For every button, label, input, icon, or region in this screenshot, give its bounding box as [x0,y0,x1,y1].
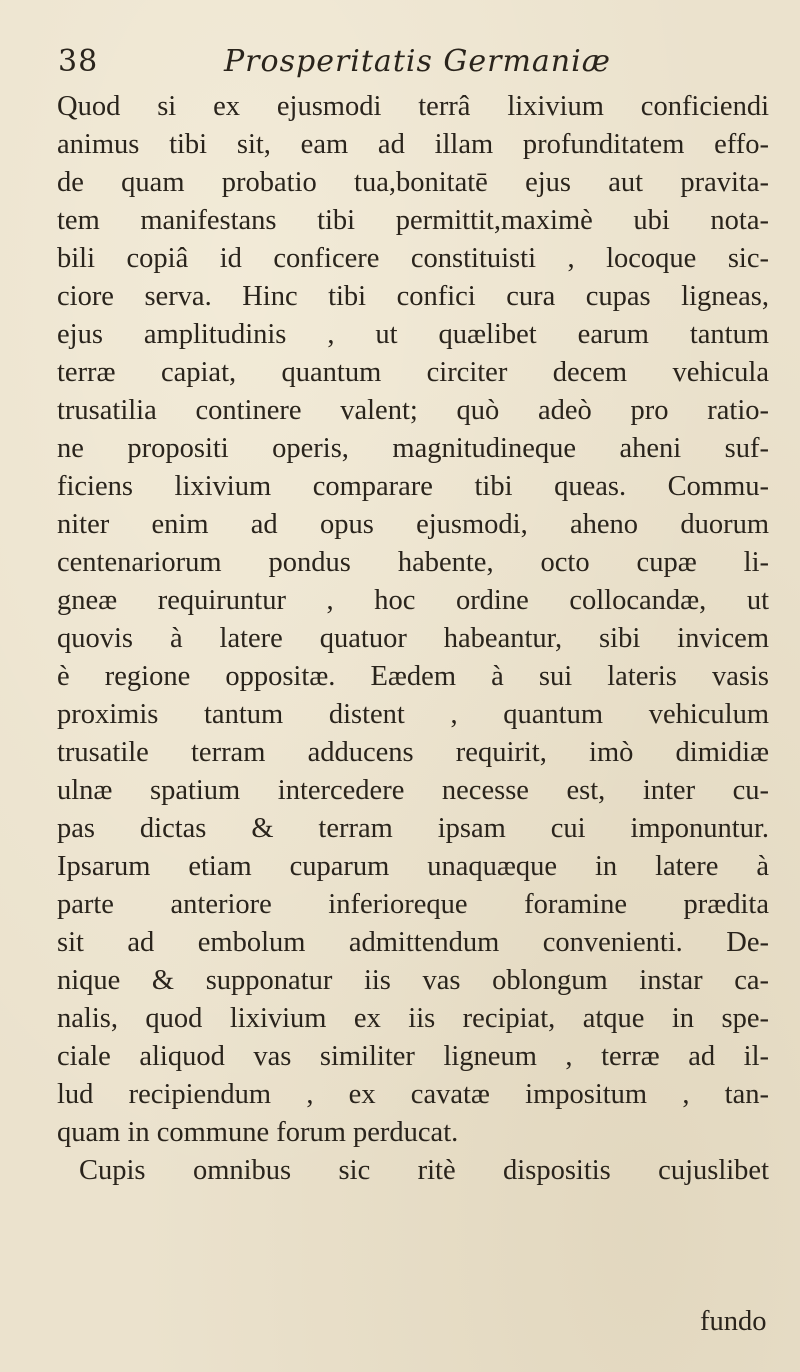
paragraph-start-line: Cupis omnibus sic ritè dispositis cujuslibet [79,1155,769,1186]
running-head: Prosperitatis Germaniæ [224,44,611,79]
text-line: nique & supponatur iis vas oblongum instar ca- [57,965,769,996]
text-line: trusatilia continere valent; quò adeò pro ratio- [57,395,769,426]
text-line: ne propositi operis, magnitudineque aheni suf- [57,433,769,464]
text-line: gneæ requiruntur , hoc ordine collocandæ, ut [57,585,769,616]
text-line: ejus amplitudinis , ut quælibet earum tantum [57,319,769,350]
page-number: 38 [58,44,99,79]
page-header [58,40,758,88]
text-line: trusatile terram adducens requirit, imò dimidiæ [57,737,769,768]
text-line: ciore serva. Hinc tibi confici cura cupas ligneas, [57,281,769,312]
text-line: lud recipiendum , ex cavatæ impositum , tan- [57,1079,769,1110]
body-text [57,88,769,1190]
text-line: proximis tantum distent , quantum vehiculum [57,699,769,730]
text-line: animus tibi sit, eam ad illam profunditatem effo- [57,129,769,160]
text-line: Ipsarum etiam cuparum unaquæque in latere à [57,851,769,882]
text-line: quam in commune forum perducat. [57,1117,459,1148]
text-line: ulnæ spatium intercedere necesse est, inter cu- [57,775,769,806]
text-line: nalis, quod lixivium ex iis recipiat, atque in spe- [57,1003,769,1034]
text-line: quovis à latere quatuor habeantur, sibi invicem [57,623,769,654]
catchword: fundo [700,1306,767,1337]
text-line: pas dictas & terram ipsam cui imponuntur. [57,813,769,844]
text-line: centenariorum pondus habente, octo cupæ li- [57,547,769,578]
text-line: terræ capiat, quantum circiter decem vehicula [57,357,769,388]
text-line: Quod si ex ejusmodi terrâ lixivium conficiendi [57,91,769,122]
text-line: de quam probatio tua,bonitatē ejus aut pravita- [57,167,769,198]
text-line: è regione oppositæ. Eædem à sui lateris vasis [57,661,769,692]
text-line: ciale aliquod vas similiter ligneum , terræ ad il- [57,1041,769,1072]
text-line: sit ad embolum admittendum convenienti. De- [57,927,769,958]
text-line: niter enim ad opus ejusmodi, aheno duorum [57,509,769,540]
text-line: tem manifestans tibi permittit,maximè ubi nota- [57,205,769,236]
text-line: bili copiâ id conficere constituisti , locoque sic- [57,243,769,274]
text-line: parte anteriore inferioreque foramine prædita [57,889,769,920]
text-line: ficiens lixivium comparare tibi queas. Commu- [57,471,769,502]
